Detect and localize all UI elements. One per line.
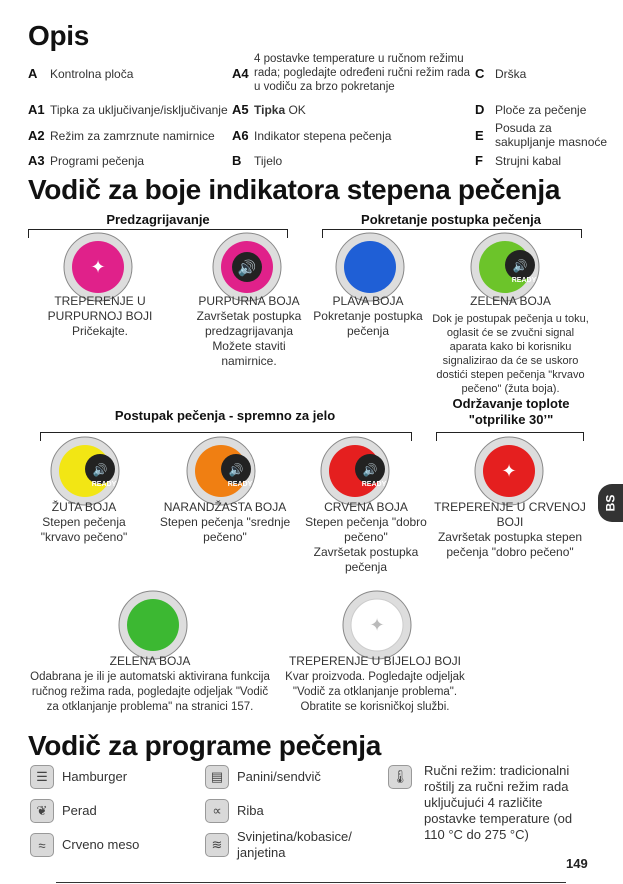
part-code: A6 [232, 128, 249, 143]
caption-head: TREPERENJE U BIJELOJ BOJI [288, 654, 462, 668]
caption: PLAVA BOJA Pokretanje postupka pečenja [313, 294, 423, 338]
part-label-rest: OK [288, 103, 306, 117]
caption: Odabrana je ili je automatski aktivirana funkcija ručnog režima rada, pogledajte odjeljak "Vodič za otklanjanje problema" na stranici 157. [30, 671, 270, 713]
ready-label: READY [227, 481, 253, 488]
group-keep-warm: Održavanje toplote "otprilike 30’" [452, 396, 570, 427]
part-code: A3 [28, 153, 45, 168]
part-label: Tipka za uključivanje/isključivanje [50, 103, 228, 117]
part-label: Tijelo [254, 154, 283, 168]
caption: CRVENA BOJA Stepen pečenja "dobro pečeno" Završetak postupka pečenja [305, 500, 427, 574]
ready-label: READY [361, 481, 387, 488]
program-label: Panini/sendvič [237, 769, 321, 784]
part-label: Indikator stepena pečenja [254, 129, 392, 143]
caption: TREPERENJE U CRVENOJ BOJI Završetak postupka stepen pečenja "dobro pečeno" [434, 500, 586, 559]
sound-icon: 🔊 [512, 259, 528, 273]
part-label: 4 postavke temperature u ručnom režimu rada; pogledajte određeni ručni režim rada u vodiču za brzo pokretanje [254, 53, 471, 93]
svg-text:✦: ✦ [369, 615, 385, 635]
dial-preheat-blink [63, 232, 133, 302]
program-label: Riba [237, 803, 264, 818]
program-label: Ručni režim: tradicionalni roštilj za ručni režim rada uključujući 4 različite postavke temperature (od 110 °C do 275 °C) [424, 763, 573, 842]
caption: PURPURNA BOJA Završetak postupka predzagrijavanja Možete staviti namirnice. [196, 294, 302, 368]
program-label: Svinjetina/kobasice/ janjetina [237, 829, 352, 860]
part-label-bold: Tipka [254, 103, 286, 117]
group-start: Pokretanje postupka pečenja [361, 212, 541, 227]
fish-icon: ∝ [205, 799, 229, 823]
part-label: Strujni kabal [495, 154, 562, 168]
page-number: 149 [566, 856, 588, 871]
part-code: B [232, 153, 242, 168]
thermometer-icon: 🌡 [388, 765, 412, 789]
part-label: Drška [495, 67, 527, 81]
program-label: Hamburger [62, 769, 128, 784]
part-code: F [475, 153, 483, 168]
caption: Dok je postupak pečenja u toku, oglasit će se zvučni signal aparata kako bi korisniku signalizirao da će se uskoro dostići stepen pečenja "krvavo pečeno" (žuta boja). [432, 313, 589, 395]
part-code: A5 [232, 102, 249, 117]
part-code: A [28, 66, 38, 81]
svg-text:✦: ✦ [90, 257, 106, 277]
part-label: Ploče za pečenje [495, 103, 587, 117]
sound-icon: 🔊 [92, 463, 108, 477]
group-ready: Postupak pečenja - spremno za jelo [114, 408, 336, 423]
part-label: Posuda za sakupljanje masnoće [495, 121, 608, 149]
dial-well-done [320, 436, 390, 506]
section-title-programs: Vodič za programe pečenja [28, 730, 381, 761]
footer-rule [56, 882, 566, 883]
dial-preheat-done [212, 232, 282, 302]
dial-start-blue [335, 232, 405, 302]
part-label: Programi pečenja [50, 154, 145, 168]
dial-white-blink [342, 590, 412, 660]
program-label: Crveno meso [62, 837, 140, 852]
sound-icon: 🔊 [228, 463, 244, 477]
sound-icon: 🔊 [237, 260, 257, 277]
dial-medium [186, 436, 256, 506]
ready-label: READY [511, 277, 537, 284]
dial-fill [127, 599, 179, 651]
sound-icon: 🔊 [362, 463, 378, 477]
program-label: Perad [62, 803, 97, 818]
section-title-opis: Opis [28, 20, 90, 51]
part-code: D [475, 102, 485, 117]
poultry-icon: ❦ [30, 799, 54, 823]
caption-head: ZELENA BOJA [470, 294, 551, 308]
section-title-indicator: Vodič za boje indikatora stepena pečenja [28, 174, 561, 205]
part-code: A2 [28, 128, 45, 143]
caption: TREPERENJE U PURPURNOJ BOJI Pričekajte. [47, 294, 153, 338]
sausage-icon: ≋ [205, 833, 229, 857]
dial-manual-green [118, 590, 188, 660]
dial-rare [50, 436, 120, 506]
part-label [254, 103, 454, 117]
language-tab [598, 484, 623, 522]
caption: NARANDŽASTA BOJA Stepen pečenja "srednje pečeno" [159, 500, 291, 544]
dial-red-blink [474, 436, 544, 506]
part-code: A4 [232, 66, 249, 81]
part-code: E [475, 128, 484, 143]
part-label: Režim za zamrznute namirnice [50, 129, 215, 143]
caption: ŽUTA BOJA Stepen pečenja "krvavo pečeno" [40, 500, 128, 544]
part-code: A1 [28, 102, 45, 117]
dial-start-green [470, 232, 540, 302]
ready-label: READY [91, 481, 117, 488]
caption: Kvar proizvoda. Pogledajte odjeljak "Vodič za otklanjanje problema". Obratite se korisničkoj službi. [285, 671, 465, 713]
burger-icon: ☰ [30, 765, 54, 789]
group-preheat: Predzagrijavanje [106, 212, 210, 227]
red-meat-icon: ≈ [30, 833, 54, 857]
svg-text:✦: ✦ [501, 461, 517, 481]
language-tab-label: BS [603, 494, 618, 512]
part-code: C [475, 66, 485, 81]
sandwich-icon: ▤ [205, 765, 229, 789]
part-label: Kontrolna ploča [50, 67, 134, 81]
dial-fill [344, 241, 396, 293]
caption-head: ZELENA BOJA [109, 654, 191, 668]
